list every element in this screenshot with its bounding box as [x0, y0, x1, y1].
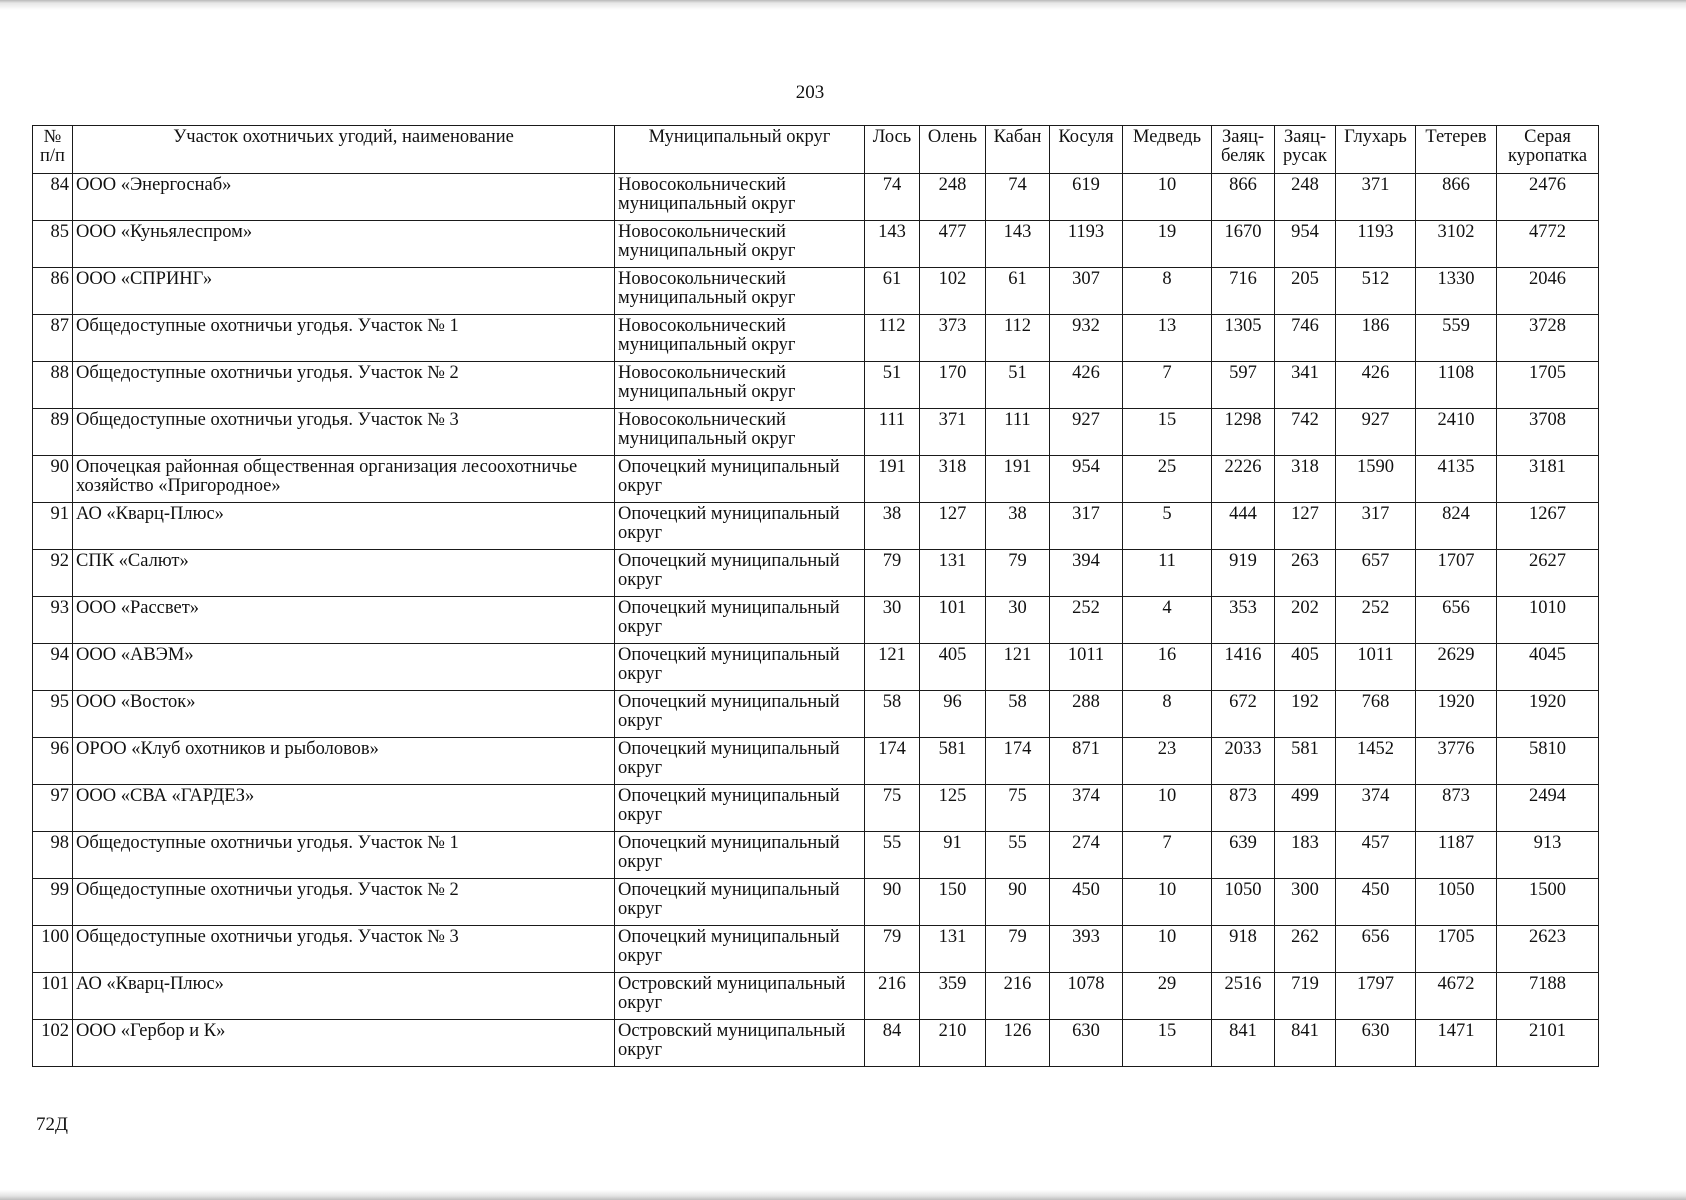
cell-grey-partridge: 3708 [1497, 409, 1599, 456]
header-black-grouse: Тетерев [1416, 126, 1497, 174]
table-row [33, 1020, 1599, 1067]
cell-black-grouse: 1050 [1416, 879, 1497, 926]
cell-black-grouse: 1920 [1416, 691, 1497, 738]
cell-grey-partridge: 3181 [1497, 456, 1599, 503]
cell-row-number: 84 [33, 174, 73, 221]
cell-capercaillie: 1797 [1336, 973, 1416, 1020]
cell-deer: 371 [920, 409, 986, 456]
cell-row-number: 101 [33, 973, 73, 1020]
cell-deer: 210 [920, 1020, 986, 1067]
cell-grey-partridge: 2046 [1497, 268, 1599, 315]
cell-roe-deer: 1078 [1050, 973, 1123, 1020]
cell-row-number: 90 [33, 456, 73, 503]
cell-deer: 150 [920, 879, 986, 926]
cell-black-grouse: 1108 [1416, 362, 1497, 409]
cell-roe-deer: 393 [1050, 926, 1123, 973]
header-boar: Кабан [986, 126, 1050, 174]
header-capercaillie: Глухарь [1336, 126, 1416, 174]
cell-district: Новосокольнический муниципальный округ [615, 174, 865, 221]
cell-grey-partridge: 2476 [1497, 174, 1599, 221]
cell-grey-partridge: 4772 [1497, 221, 1599, 268]
page-number: 203 [795, 82, 825, 103]
cell-boar: 143 [986, 221, 1050, 268]
cell-white-hare: 1298 [1212, 409, 1275, 456]
cell-district: Новосокольнический муниципальный округ [615, 409, 865, 456]
table-row [33, 973, 1599, 1020]
cell-capercaillie: 1590 [1336, 456, 1416, 503]
table-row [33, 550, 1599, 597]
cell-grey-partridge: 3728 [1497, 315, 1599, 362]
cell-white-hare: 444 [1212, 503, 1275, 550]
cell-black-grouse: 4135 [1416, 456, 1497, 503]
cell-site-name: ООО «АВЭМ» [73, 644, 615, 691]
document-code: 72Д [36, 1114, 68, 1135]
cell-brown-hare: 205 [1275, 268, 1336, 315]
cell-brown-hare: 341 [1275, 362, 1336, 409]
cell-black-grouse: 824 [1416, 503, 1497, 550]
cell-site-name: Общедоступные охотничьи угодья. Участок № 1 [73, 832, 615, 879]
cell-grey-partridge: 1705 [1497, 362, 1599, 409]
cell-boar: 58 [986, 691, 1050, 738]
cell-boar: 90 [986, 879, 1050, 926]
cell-deer: 581 [920, 738, 986, 785]
cell-row-number: 94 [33, 644, 73, 691]
cell-capercaillie: 317 [1336, 503, 1416, 550]
cell-deer: 248 [920, 174, 986, 221]
cell-site-name: ООО «Восток» [73, 691, 615, 738]
cell-deer: 373 [920, 315, 986, 362]
cell-brown-hare: 202 [1275, 597, 1336, 644]
cell-deer: 125 [920, 785, 986, 832]
cell-moose: 75 [865, 785, 920, 832]
cell-boar: 30 [986, 597, 1050, 644]
cell-site-name: СПК «Салют» [73, 550, 615, 597]
cell-site-name: Общедоступные охотничьи угодья. Участок № 2 [73, 362, 615, 409]
cell-row-number: 86 [33, 268, 73, 315]
cell-row-number: 96 [33, 738, 73, 785]
cell-grey-partridge: 4045 [1497, 644, 1599, 691]
cell-grey-partridge: 1920 [1497, 691, 1599, 738]
cell-brown-hare: 318 [1275, 456, 1336, 503]
table-row [33, 362, 1599, 409]
table-row [33, 832, 1599, 879]
header-deer: Олень [920, 126, 986, 174]
cell-bear: 7 [1123, 832, 1212, 879]
cell-brown-hare: 192 [1275, 691, 1336, 738]
cell-moose: 79 [865, 550, 920, 597]
cell-boar: 174 [986, 738, 1050, 785]
scan-edge-top [0, 0, 1686, 10]
cell-district: Опочецкий муниципальный округ [615, 550, 865, 597]
header-grey-partridge: Серая куропатка [1497, 126, 1599, 174]
cell-row-number: 95 [33, 691, 73, 738]
cell-black-grouse: 2629 [1416, 644, 1497, 691]
cell-bear: 8 [1123, 268, 1212, 315]
table-row [33, 785, 1599, 832]
cell-boar: 38 [986, 503, 1050, 550]
cell-deer: 170 [920, 362, 986, 409]
cell-district: Опочецкий муниципальный округ [615, 503, 865, 550]
table-row [33, 268, 1599, 315]
cell-row-number: 93 [33, 597, 73, 644]
cell-white-hare: 919 [1212, 550, 1275, 597]
cell-black-grouse: 1187 [1416, 832, 1497, 879]
cell-roe-deer: 426 [1050, 362, 1123, 409]
cell-white-hare: 1670 [1212, 221, 1275, 268]
cell-row-number: 89 [33, 409, 73, 456]
cell-roe-deer: 630 [1050, 1020, 1123, 1067]
cell-grey-partridge: 5810 [1497, 738, 1599, 785]
cell-district: Опочецкий муниципальный округ [615, 691, 865, 738]
cell-district: Островский муниципальный округ [615, 973, 865, 1020]
cell-bear: 5 [1123, 503, 1212, 550]
table-row [33, 644, 1599, 691]
cell-district: Опочецкий муниципальный округ [615, 644, 865, 691]
cell-row-number: 92 [33, 550, 73, 597]
cell-capercaillie: 927 [1336, 409, 1416, 456]
cell-capercaillie: 371 [1336, 174, 1416, 221]
cell-district: Новосокольнический муниципальный округ [615, 221, 865, 268]
cell-capercaillie: 656 [1336, 926, 1416, 973]
cell-roe-deer: 317 [1050, 503, 1123, 550]
cell-white-hare: 716 [1212, 268, 1275, 315]
cell-moose: 121 [865, 644, 920, 691]
cell-row-number: 98 [33, 832, 73, 879]
cell-deer: 477 [920, 221, 986, 268]
cell-white-hare: 866 [1212, 174, 1275, 221]
cell-grey-partridge: 2627 [1497, 550, 1599, 597]
cell-boar: 191 [986, 456, 1050, 503]
cell-district: Опочецкий муниципальный округ [615, 597, 865, 644]
cell-black-grouse: 1471 [1416, 1020, 1497, 1067]
cell-roe-deer: 619 [1050, 174, 1123, 221]
cell-moose: 51 [865, 362, 920, 409]
cell-district: Опочецкий муниципальный округ [615, 879, 865, 926]
cell-brown-hare: 248 [1275, 174, 1336, 221]
cell-site-name: Опочецкая районная общественная организация лесоохотничье хозяйство «Пригородное» [73, 456, 615, 503]
cell-district: Новосокольнический муниципальный округ [615, 315, 865, 362]
header-white-hare: Заяц-беляк [1212, 126, 1275, 174]
table-row [33, 597, 1599, 644]
cell-roe-deer: 1193 [1050, 221, 1123, 268]
cell-moose: 58 [865, 691, 920, 738]
hunting-quota-table [32, 125, 1599, 1067]
cell-boar: 79 [986, 550, 1050, 597]
cell-roe-deer: 274 [1050, 832, 1123, 879]
cell-white-hare: 672 [1212, 691, 1275, 738]
cell-district: Новосокольнический муниципальный округ [615, 362, 865, 409]
cell-district: Островский муниципальный округ [615, 1020, 865, 1067]
cell-deer: 405 [920, 644, 986, 691]
cell-moose: 38 [865, 503, 920, 550]
cell-grey-partridge: 913 [1497, 832, 1599, 879]
table-row [33, 879, 1599, 926]
cell-black-grouse: 1705 [1416, 926, 1497, 973]
table-header-row [33, 126, 1599, 174]
cell-white-hare: 918 [1212, 926, 1275, 973]
cell-capercaillie: 1452 [1336, 738, 1416, 785]
scan-edge-bottom [0, 1190, 1686, 1200]
cell-roe-deer: 932 [1050, 315, 1123, 362]
cell-capercaillie: 374 [1336, 785, 1416, 832]
cell-white-hare: 873 [1212, 785, 1275, 832]
cell-white-hare: 1305 [1212, 315, 1275, 362]
cell-site-name: Общедоступные охотничьи угодья. Участок № 3 [73, 926, 615, 973]
cell-capercaillie: 457 [1336, 832, 1416, 879]
cell-moose: 174 [865, 738, 920, 785]
cell-brown-hare: 127 [1275, 503, 1336, 550]
cell-white-hare: 597 [1212, 362, 1275, 409]
cell-roe-deer: 288 [1050, 691, 1123, 738]
cell-roe-deer: 1011 [1050, 644, 1123, 691]
cell-row-number: 88 [33, 362, 73, 409]
table-row [33, 503, 1599, 550]
cell-bear: 23 [1123, 738, 1212, 785]
cell-site-name: ООО «Рассвет» [73, 597, 615, 644]
cell-white-hare: 639 [1212, 832, 1275, 879]
cell-black-grouse: 656 [1416, 597, 1497, 644]
table-body [33, 174, 1599, 1067]
cell-roe-deer: 954 [1050, 456, 1123, 503]
cell-roe-deer: 252 [1050, 597, 1123, 644]
cell-moose: 191 [865, 456, 920, 503]
header-district: Муниципальный округ [615, 126, 865, 174]
cell-roe-deer: 374 [1050, 785, 1123, 832]
cell-white-hare: 841 [1212, 1020, 1275, 1067]
cell-brown-hare: 300 [1275, 879, 1336, 926]
cell-brown-hare: 742 [1275, 409, 1336, 456]
cell-black-grouse: 3776 [1416, 738, 1497, 785]
cell-grey-partridge: 2494 [1497, 785, 1599, 832]
cell-district: Опочецкий муниципальный округ [615, 832, 865, 879]
cell-moose: 216 [865, 973, 920, 1020]
cell-bear: 29 [1123, 973, 1212, 1020]
cell-capercaillie: 512 [1336, 268, 1416, 315]
header-brown-hare: Заяц-русак [1275, 126, 1336, 174]
cell-deer: 91 [920, 832, 986, 879]
table-row [33, 315, 1599, 362]
cell-brown-hare: 719 [1275, 973, 1336, 1020]
cell-brown-hare: 746 [1275, 315, 1336, 362]
cell-brown-hare: 581 [1275, 738, 1336, 785]
cell-moose: 84 [865, 1020, 920, 1067]
cell-brown-hare: 263 [1275, 550, 1336, 597]
header-bear: Медведь [1123, 126, 1212, 174]
table-row [33, 221, 1599, 268]
cell-roe-deer: 394 [1050, 550, 1123, 597]
cell-bear: 10 [1123, 879, 1212, 926]
cell-boar: 126 [986, 1020, 1050, 1067]
cell-boar: 75 [986, 785, 1050, 832]
cell-capercaillie: 450 [1336, 879, 1416, 926]
cell-grey-partridge: 2101 [1497, 1020, 1599, 1067]
cell-brown-hare: 954 [1275, 221, 1336, 268]
cell-boar: 51 [986, 362, 1050, 409]
cell-bear: 8 [1123, 691, 1212, 738]
cell-row-number: 100 [33, 926, 73, 973]
cell-bear: 4 [1123, 597, 1212, 644]
cell-bear: 15 [1123, 409, 1212, 456]
cell-bear: 19 [1123, 221, 1212, 268]
cell-brown-hare: 183 [1275, 832, 1336, 879]
cell-boar: 74 [986, 174, 1050, 221]
cell-black-grouse: 3102 [1416, 221, 1497, 268]
header-number: № п/п [33, 126, 73, 174]
cell-black-grouse: 2410 [1416, 409, 1497, 456]
cell-boar: 111 [986, 409, 1050, 456]
cell-roe-deer: 927 [1050, 409, 1123, 456]
header-moose: Лось [865, 126, 920, 174]
cell-district: Опочецкий муниципальный округ [615, 738, 865, 785]
cell-white-hare: 2033 [1212, 738, 1275, 785]
cell-deer: 102 [920, 268, 986, 315]
cell-district: Опочецкий муниципальный округ [615, 785, 865, 832]
cell-boar: 112 [986, 315, 1050, 362]
cell-black-grouse: 559 [1416, 315, 1497, 362]
table-row [33, 926, 1599, 973]
cell-row-number: 99 [33, 879, 73, 926]
cell-moose: 112 [865, 315, 920, 362]
cell-black-grouse: 4672 [1416, 973, 1497, 1020]
cell-district: Опочецкий муниципальный округ [615, 926, 865, 973]
cell-grey-partridge: 1010 [1497, 597, 1599, 644]
cell-white-hare: 2516 [1212, 973, 1275, 1020]
cell-moose: 30 [865, 597, 920, 644]
cell-site-name: ООО «Гербор и К» [73, 1020, 615, 1067]
cell-site-name: ООО «Энергоснаб» [73, 174, 615, 221]
cell-roe-deer: 871 [1050, 738, 1123, 785]
cell-site-name: ООО «СПРИНГ» [73, 268, 615, 315]
cell-deer: 131 [920, 926, 986, 973]
cell-bear: 13 [1123, 315, 1212, 362]
cell-district: Новосокольнический муниципальный округ [615, 268, 865, 315]
cell-bear: 25 [1123, 456, 1212, 503]
cell-capercaillie: 252 [1336, 597, 1416, 644]
table-row [33, 409, 1599, 456]
cell-deer: 318 [920, 456, 986, 503]
cell-deer: 101 [920, 597, 986, 644]
cell-brown-hare: 262 [1275, 926, 1336, 973]
cell-deer: 127 [920, 503, 986, 550]
cell-capercaillie: 657 [1336, 550, 1416, 597]
cell-row-number: 97 [33, 785, 73, 832]
table-row [33, 456, 1599, 503]
cell-boar: 121 [986, 644, 1050, 691]
cell-black-grouse: 1707 [1416, 550, 1497, 597]
cell-moose: 61 [865, 268, 920, 315]
cell-capercaillie: 1011 [1336, 644, 1416, 691]
cell-site-name: Общедоступные охотничьи угодья. Участок № 1 [73, 315, 615, 362]
cell-white-hare: 1050 [1212, 879, 1275, 926]
cell-moose: 74 [865, 174, 920, 221]
cell-deer: 359 [920, 973, 986, 1020]
cell-grey-partridge: 7188 [1497, 973, 1599, 1020]
cell-grey-partridge: 1267 [1497, 503, 1599, 550]
cell-white-hare: 2226 [1212, 456, 1275, 503]
cell-boar: 216 [986, 973, 1050, 1020]
cell-site-name: ОРОО «Клуб охотников и рыболовов» [73, 738, 615, 785]
cell-capercaillie: 768 [1336, 691, 1416, 738]
cell-moose: 55 [865, 832, 920, 879]
cell-black-grouse: 1330 [1416, 268, 1497, 315]
cell-brown-hare: 841 [1275, 1020, 1336, 1067]
cell-row-number: 91 [33, 503, 73, 550]
cell-capercaillie: 426 [1336, 362, 1416, 409]
cell-site-name: Общедоступные охотничьи угодья. Участок № 3 [73, 409, 615, 456]
cell-bear: 10 [1123, 174, 1212, 221]
cell-bear: 16 [1123, 644, 1212, 691]
cell-black-grouse: 866 [1416, 174, 1497, 221]
cell-moose: 90 [865, 879, 920, 926]
cell-bear: 11 [1123, 550, 1212, 597]
cell-row-number: 85 [33, 221, 73, 268]
cell-roe-deer: 307 [1050, 268, 1123, 315]
cell-deer: 131 [920, 550, 986, 597]
cell-bear: 10 [1123, 926, 1212, 973]
cell-moose: 111 [865, 409, 920, 456]
table-row [33, 738, 1599, 785]
table-row [33, 691, 1599, 738]
cell-site-name: ООО «Куньялеспром» [73, 221, 615, 268]
cell-brown-hare: 405 [1275, 644, 1336, 691]
cell-site-name: АО «Кварц-Плюс» [73, 973, 615, 1020]
cell-brown-hare: 499 [1275, 785, 1336, 832]
cell-site-name: АО «Кварц-Плюс» [73, 503, 615, 550]
cell-white-hare: 353 [1212, 597, 1275, 644]
cell-capercaillie: 186 [1336, 315, 1416, 362]
cell-boar: 79 [986, 926, 1050, 973]
cell-site-name: ООО «СВА «ГАРДЕЗ» [73, 785, 615, 832]
cell-grey-partridge: 1500 [1497, 879, 1599, 926]
cell-moose: 143 [865, 221, 920, 268]
cell-capercaillie: 1193 [1336, 221, 1416, 268]
cell-boar: 55 [986, 832, 1050, 879]
cell-deer: 96 [920, 691, 986, 738]
header-site-name: Участок охотничьих угодий, наименование [73, 126, 615, 174]
cell-grey-partridge: 2623 [1497, 926, 1599, 973]
cell-bear: 10 [1123, 785, 1212, 832]
cell-white-hare: 1416 [1212, 644, 1275, 691]
cell-bear: 7 [1123, 362, 1212, 409]
header-roe-deer: Косуля [1050, 126, 1123, 174]
cell-site-name: Общедоступные охотничьи угодья. Участок № 2 [73, 879, 615, 926]
cell-roe-deer: 450 [1050, 879, 1123, 926]
cell-district: Опочецкий муниципальный округ [615, 456, 865, 503]
cell-row-number: 87 [33, 315, 73, 362]
cell-capercaillie: 630 [1336, 1020, 1416, 1067]
cell-boar: 61 [986, 268, 1050, 315]
table-row [33, 174, 1599, 221]
cell-black-grouse: 873 [1416, 785, 1497, 832]
cell-bear: 15 [1123, 1020, 1212, 1067]
cell-row-number: 102 [33, 1020, 73, 1067]
cell-moose: 79 [865, 926, 920, 973]
